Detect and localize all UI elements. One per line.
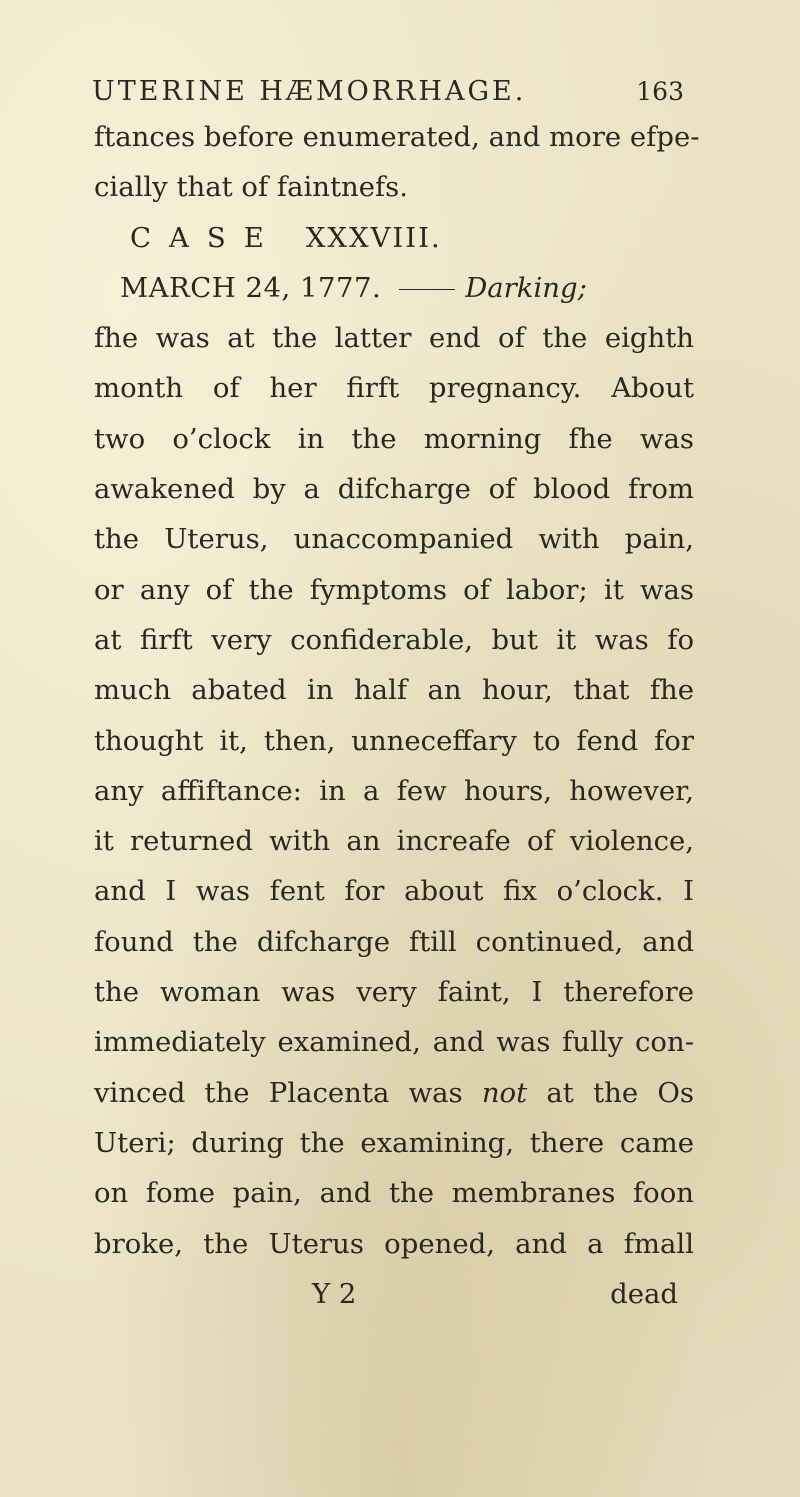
text-line: thought it, then, unneceffary to fend for (94, 724, 694, 757)
case-heading-number: XXXVIII. (305, 221, 442, 254)
catchword: dead (610, 1277, 678, 1310)
signature-mark: Y 2 (312, 1277, 357, 1310)
running-head (92, 76, 684, 112)
text-line: or any of the fymptoms of labor; it was (94, 573, 694, 606)
case-intro-line (94, 263, 694, 313)
text-line: much abated in half an hour, that fhe (94, 674, 694, 707)
emphasis-not: not (481, 1076, 528, 1109)
case-date: MARCH 24, 1777. (120, 271, 382, 304)
case-heading (94, 213, 694, 263)
text-line: immediately examined, and was fully con- (94, 1026, 694, 1059)
text-line: the woman was very faint, I therefore (94, 976, 694, 1009)
text-line: on fome pain, and the membranes foon (94, 1177, 694, 1210)
text-line: at firft very confiderable, but it was fo (94, 623, 694, 656)
text-line-with-emphasis (94, 1068, 694, 1118)
text-line: any affiftance: in a few hours, however, (94, 774, 694, 807)
text-line: awakened by a difcharge of blood from (94, 473, 694, 506)
patient-name: Darking; (465, 271, 587, 304)
body-text (94, 112, 700, 1319)
text-line: month of her firft pregnancy. About (94, 372, 694, 405)
page-number: 163 (636, 77, 684, 106)
text-line: found the difcharge ftill continued, and (94, 925, 694, 958)
em-rule (399, 289, 455, 290)
text-line: broke, the Uterus opened, and a fmall (94, 1227, 694, 1260)
text-line: fhe was at the latter end of the eighth (94, 322, 694, 355)
text-span: vinced the Placenta was (94, 1076, 482, 1109)
running-head-title: UTERINE HÆMORRHAGE. (92, 76, 527, 107)
text-line: the Uterus, unaccompanied with pain, (94, 523, 694, 556)
text-line: cially that of faintnefs. (94, 171, 409, 204)
text-line: and I was fent for about fix o’clock. I (94, 875, 694, 908)
case-heading-word: CASE (130, 221, 282, 254)
page-footer (94, 1269, 694, 1319)
text-line: two o’clock in the morning fhe was (94, 422, 694, 455)
text-span: at the Os (527, 1076, 694, 1109)
text-line: ftances before enumerated, and more efpe- (94, 121, 700, 153)
text-line: Uteri; during the examining, there came (94, 1126, 694, 1159)
text-line: it returned with an increafe of violence, (94, 825, 694, 858)
